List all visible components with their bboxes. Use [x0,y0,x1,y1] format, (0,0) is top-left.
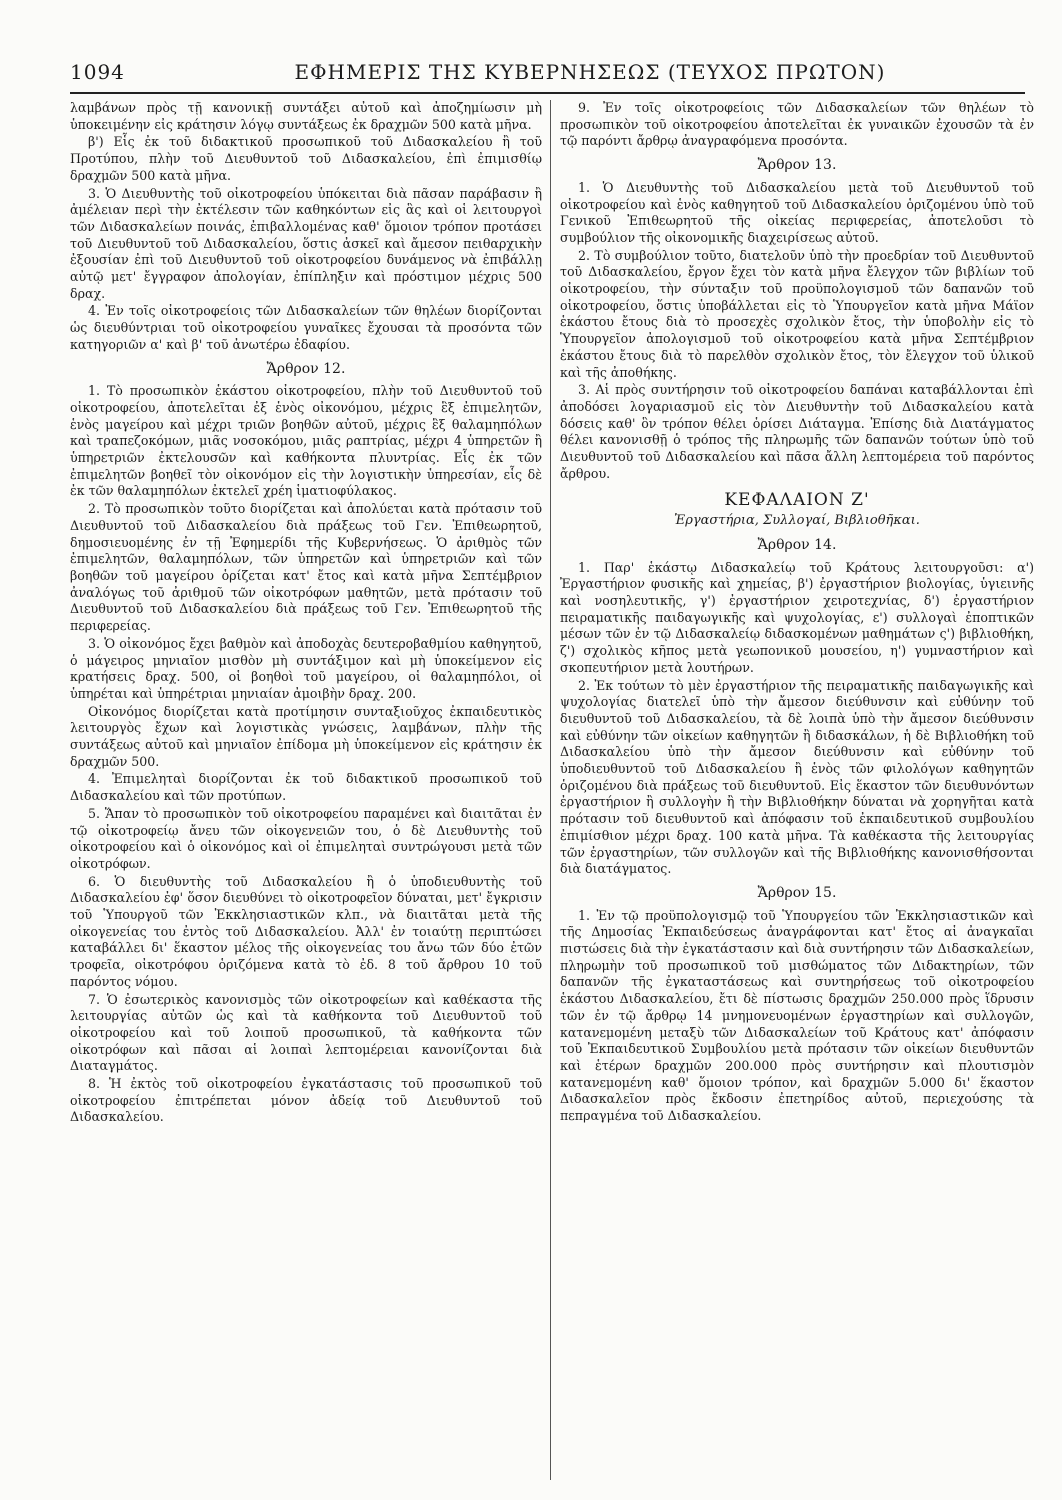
paragraph: β') Εἷς ἐκ τοῦ διδακτικοῦ προσωπικοῦ τοῦ Διδασκαλείου ἢ τοῦ Προτύπου, πλὴν τοῦ Διευθυντοῦ τοῦ Διδασκαλείου, ἐπὶ ἐπιμισθίῳ δραχμῶν 500 κατὰ μῆνα. [70,134,542,183]
paragraph: λαμβάνων πρὸς τῇ κανονικῇ συντάξει αὐτοῦ καὶ ἀποζημίωσιν μὴ ὑποκειμένην εἰς κράτησιν λόγῳ συντάξεως ἐκ δραχμῶν 500 κατὰ μῆνα. [70,100,542,132]
article-15-heading: Ἄρθρον 15. [757,884,837,901]
article-13-heading: Ἄρθρον 13. [757,157,837,174]
paragraph: 6. Ὁ διευθυντὴς τοῦ Διδασκαλείου ἢ ὁ ὑποδιευθυντὴς τοῦ Διδασκαλείου ἐφ' ὅσον διευθύνει τὸ οἰκοτροφεῖον δύναται, μετ' ἔγκρισιν τοῦ Ὑπουργοῦ τῶν Ἐκκλησιαστικῶν κλπ., νὰ διαιτᾶται μετὰ τῆς οἰκογενείας του ἐντὸς τοῦ Διδασκαλείου. Ἀλλ' ἐν τοιαύτῃ περιπτώσει καταβάλλει δι' ἕκαστον μέλος τῆς οἰκογενείας του ἄνω τῶν δύο ἐτῶν τροφεῖα, οἰκοτρόφου ὁριζόμενα κατὰ τὸ ἐδ. 8 τοῦ ἄρθρου 10 τοῦ παρόντος νόμου. [70,873,542,989]
paragraph: 2. Τὸ προσωπικὸν τοῦτο διορίζεται καὶ ἀπολύεται κατὰ πρότασιν τοῦ Διευθυντοῦ τοῦ Διδασκαλείου διὰ πράξεως τοῦ Γεν. Ἐπιθεωρητοῦ, δημοσιευομένης ἐν τῇ Ἐφημερίδι τῆς Κυβερνήσεως. Ὁ ἀριθμὸς τῶν ἐπιμελητῶν, θαλαμηπόλων, τῶν ὑπηρετῶν καὶ ὑπηρετριῶν καὶ τῶν βοηθῶν τοῦ μαγείρου ὁρίζεται κατ' ἔτος καὶ κατὰ μῆνα Σεπτέμβριον ἀναλόγως τοῦ ἀριθμοῦ τῶν οἰκοτρόφων μαθητῶν, μετὰ πρότασιν τοῦ Διευθυντοῦ τοῦ Διδασκαλείου διὰ πράξεως τοῦ Γεν. Ἐπιθεωρητοῦ τῆς περιφερείας. [70,501,542,634]
paragraph: 9. Ἐν τοῖς οἰκοτροφείοις τῶν Διδασκαλείων τῶν θηλέων τὸ προσωπικὸν τοῦ οἰκοτροφείου ἀποτελεῖται ἐκ γυναικῶν ἐχουσῶν τὰ ἐν τῷ παρόντι ἄρθρῳ ἀναγραφόμενα προσόντα. [560,100,1034,149]
left-column [70,100,542,1490]
paragraph: 5. Ἅπαν τὸ προσωπικὸν τοῦ οἰκοτροφείου παραμένει καὶ διαιτᾶται ἐν τῷ οἰκοτροφείῳ ἄνευ τῶν οἰκογενειῶν του, ὁ δὲ Διευθυντὴς τοῦ οἰκοτροφείου καὶ ὁ οἰκονόμος καὶ οἱ ἐπιμεληταὶ συντρώγουσι μετὰ τῶν οἰκοτρόφων. [70,805,542,871]
paragraph: 1. Παρ' ἑκάστῳ Διδασκαλείῳ τοῦ Κράτους λειτουργοῦσι: α') Ἐργαστήριον φυσικῆς καὶ χημείας, β') ἐργαστήριον βιολογίας, ὑγιεινῆς καὶ νοσηλευτικῆς, γ') ἐργαστήριον χειροτεχνίας, δ') ἐργαστήριον πειραματικῆς παιδαγωγικῆς καὶ ψυχολογίας, ε') συλλογαὶ ἐποπτικῶν μέσων τῶν ἐν τῷ Διδασκαλείῳ διδασκομένων μαθημάτων ς') βιβλιοθήκη, ζ') σχολικὸς κῆπος μετὰ γεωπονικοῦ μουσείου, η') γυμναστήριον καὶ σκοπευτήριον μετὰ λουτήρων. [560,559,1034,675]
paragraph: Οἰκονόμος διορίζεται κατὰ προτίμησιν συνταξιοῦχος ἐκπαιδευτικὸς λειτουργὸς ἔχων καὶ λογιστικὰς γνώσεις, λαμβάνων, πλὴν τῆς συντάξεως αὐτοῦ καὶ μηνιαῖον ἐπίδομα μὴ ὑποκείμενον εἰς κράτησιν ἐκ δραχμῶν 500. [70,703,542,769]
paragraph: 7. Ὁ ἐσωτερικὸς κανονισμὸς τῶν οἰκοτροφείων καὶ καθέκαστα τῆς λειτουργίας αὐτῶν ὡς καὶ τὰ καθήκοντα τοῦ Διευθυντοῦ τοῦ οἰκοτροφείου καὶ τοῦ λοιποῦ προσωπικοῦ, τὰ καθήκοντα τῶν οἰκοτρόφων καὶ πᾶσαι αἱ λοιπαὶ λεπτομέρειαι κανονίζονται διὰ Διαταγμάτος. [70,991,542,1074]
column-divider [550,100,551,1480]
running-title: ΕΦΗΜΕΡΙΣ ΤΗΣ ΚΥΒΕΡΝΗΣΕΩΣ (ΤΕΥΧΟΣ ΠΡΩΤΟΝ) [294,60,886,84]
paragraph: 1. Ἐν τῷ προϋπολογισμῷ τοῦ Ὑπουργείου τῶν Ἐκκλησιαστικῶν καὶ τῆς Δημοσίας Ἐκπαιδεύσεως ἀναγράφονται κατ' ἔτος αἱ ἀναγκαῖαι πιστώσεις διὰ τὴν ἐγκατάστασιν καὶ διὰ συντήρησιν τῶν Διδασκαλείων, πληρωμὴν τοῦ προσωπικοῦ τοῦ μισθώματος τῶν Διδακτηρίων, τῶν δαπανῶν τῆς ἐγκαταστάσεως καὶ συντηρήσεως τοῦ οἰκοτροφείου ἑκάστου Διδασκαλείου, ἔτι δὲ πίστωσις δραχμῶν 250.000 πρὸς ἵδρυσιν τῶν ἐν τῷ ἄρθρῳ 14 μνημονευομένων ἐργαστηρίων καὶ συλλογῶν, κατανεμομένη μεταξὺ τῶν Διδασκαλείων τοῦ Κράτους κατ' ἀπόφασιν τοῦ Ἐκπαιδευτικοῦ Συμβουλίου μετὰ πρότασιν τῶν οἰκείων διευθυντῶν καὶ ἑτέρων δραχμῶν 200.000 πρὸς συντήρησιν καὶ πλουτισμὸν κατανεμομένη καθ' ὅμοιον τρόπον, καὶ δραχμῶν 5.000 δι' ἕκαστον Διδασκαλεῖον πρὸς ἔκδοσιν ἐπετηρίδος αὐτοῦ, περιεχούσης τὰ πεπραγμένα τοῦ Διδασκαλείου. [560,907,1034,1124]
paragraph: 4. Ἐν τοῖς οἰκοτροφείοις τῶν Διδασκαλείων τῶν θηλέων διορίζονται ὡς διευθύντριαι τοῦ οἰκοτροφείου γυναῖκες ἔχουσαι τὰ προσόντα τῶν κατηγοριῶν α' καὶ β' τοῦ ἀνωτέρω ἐδαφίου. [70,303,542,352]
paragraph: 3. Ὁ Διευθυντὴς τοῦ οἰκοτροφείου ὑπόκειται διὰ πᾶσαν παράβασιν ἢ ἀμέλειαν περὶ τὴν ἐκτέλεσιν τῶν καθηκόντων εἰς ἃς καὶ οἱ λειτουργοὶ τῶν Διδασκαλείων ποινάς, ἐπιβαλλομένας καθ' ὅμοιον τρόπον προτάσει τοῦ Διευθυντοῦ τοῦ Διδασκαλείου, ὅστις ἀσκεῖ καὶ ἄμεσον πειθαρχικὴν ἐξουσίαν ἐπὶ τοῦ Διευθυντοῦ τοῦ οἰκοτροφείου δυνάμενος νὰ ἐπιβάλλῃ αὐτῷ μετ' ἔγγραφον ἀπολογίαν, ἐπίπληξιν καὶ πρόστιμον μέχρις 500 δραχ. [70,185,542,301]
right-column [560,100,1034,1490]
article-14-heading: Ἄρθρον 14. [757,536,837,553]
page-header [70,58,1025,94]
chapter-heading: ΚΕΦΑΛΑΙΟΝ Ζ' [724,490,870,511]
paragraph: 3. Αἱ πρὸς συντήρησιν τοῦ οἰκοτροφείου δαπάναι καταβάλλονται ἐπὶ ἀποδόσει λογαριασμοῦ εἰς τὸν Διευθυντὴν τοῦ Διδασκαλείου κατὰ δόσεις καθ' ὃν τρόπον θέλει ὁρίσει Διάταγμα. Ἐπίσης διὰ Διατάγματος θέλει κανονισθῇ ὁ τρόπος τῆς πληρωμῆς τῶν δαπανῶν τούτων ὑπὸ τοῦ Διευθυντοῦ τοῦ Διδασκαλείου καὶ πᾶσα ἄλλη λεπτομέρεια τοῦ παρόντος ἄρθρου. [560,382,1034,481]
paragraph: 2. Τὸ συμβούλιον τοῦτο, διατελοῦν ὑπὸ τὴν προεδρίαν τοῦ Διευθυντοῦ τοῦ Διδασκαλείου, ἔργον ἔχει τὸν κατὰ μῆνα ἔλεγχον τῶν βιβλίων τοῦ οἰκοτροφείου, τὴν σύνταξιν τοῦ προϋπολογισμοῦ τῶν δαπανῶν τοῦ οἰκοτροφείου, ὅστις ὑποβάλλεται εἰς τὸ Ὑπουργεῖον κατὰ μῆνα Μάϊον ἑκάστου ἔτους διὰ τὸ προσεχὲς σχολικὸν ἔτος, τὴν ὑποβολὴν εἰς τὸ Ὑπουργεῖον ἀπολογισμοῦ τοῦ οἰκοτροφείου κατὰ μῆνα Σεπτέμβριον ἑκάστου ἔτους διὰ τὸ παρελθὸν σχολικὸν ἔτος, τὸν ἔλεγχον τοῦ ὑλικοῦ καὶ τῆς ἀποθήκης. [560,247,1034,380]
paragraph: 8. Ἡ ἐκτὸς τοῦ οἰκοτροφείου ἐγκατάστασις τοῦ προσωπικοῦ τοῦ οἰκοτροφείου ἐπιτρέπεται μόνον ἀδείᾳ τοῦ Διευθυντοῦ τοῦ Διδασκαλείου. [70,1076,542,1125]
paragraph: 4. Ἐπιμεληταὶ διορίζονται ἐκ τοῦ διδακτικοῦ προσωπικοῦ τοῦ Διδασκαλείου καὶ τῶν προτύπων. [70,771,542,804]
paragraph: 3. Ὁ οἰκονόμος ἔχει βαθμὸν καὶ ἀποδοχὰς δευτεροβαθμίου καθηγητοῦ, ὁ μάγειρος μηνιαῖον μισθὸν μὴ συντάξιμον καὶ μὴ ὑποκείμενον εἰς κρατήσεις δραχ. 500, οἱ βοηθοὶ τοῦ μαγείρου, οἱ θαλαμηπόλοι, οἱ ὑπηρέται καὶ ὑπηρέτριαι μηνιαίαν ἀμοιβὴν δραχ. 200. [70,635,542,701]
paragraph: 1. Ὁ Διευθυντὴς τοῦ Διδασκαλείου μετὰ τοῦ Διευθυντοῦ τοῦ οἰκοτροφείου καὶ ἑνὸς καθηγητοῦ τοῦ Διδασκαλείου ὁριζομένου ὑπὸ τοῦ Γενικοῦ Ἐπιθεωρητοῦ τῆς οἰκείας περιφερείας, ἀποτελοῦσι τὸ συμβούλιον τῆς οἰκονομικῆς διαχειρίσεως αὐτοῦ. [560,179,1034,245]
paragraph: 1. Τὸ προσωπικὸν ἑκάστου οἰκοτροφείου, πλὴν τοῦ Διευθυντοῦ τοῦ οἰκοτροφείου, ἀποτελεῖται ἐξ ἑνὸς οἰκονόμου, μέχρις ἓξ ἐπιμελητῶν, ἑνὸς μαγείρου καὶ μέχρι τριῶν βοηθῶν αὐτοῦ, μέχρις ἓξ θαλαμηπόλων καὶ τραπεζοκόμων, μιᾶς νοσοκόμου, μιᾶς ραπτρίας, μέχρι 4 ὑπηρετῶν ἢ ὑπηρετριῶν ἐκτελουσῶν καὶ καθήκοντα πλυντρίας. Εἷς ἐκ τῶν ἐπιμελητῶν βοηθεῖ τὸν οἰκονόμον εἰς τὴν λογιστικὴν ὑπηρεσίαν, εἷς δὲ ἐκ τῶν θαλαμηπόλων ἐκτελεῖ χρέη ἱματιοφύλακος. [70,383,542,499]
article-12-heading: Ἄρθρον 12. [266,360,346,377]
paragraph: 2. Ἐκ τούτων τὸ μὲν ἐργαστήριον τῆς πειραματικῆς παιδαγωγικῆς καὶ ψυχολογίας διατελεῖ ὑπὸ τὴν ἄμεσον διεύθυνσιν καὶ εὐθύνην τοῦ διευθυντοῦ τοῦ Διδασκαλείου, τὰ δὲ λοιπὰ ὑπὸ τὴν ἄμεσον διεύθυνσιν καὶ εὐθύνην τῶν οἰκείων καθηγητῶν ἢ διδασκάλων, ἡ δὲ Βιβλιοθήκη τοῦ Διδασκαλείου ὑπὸ τὴν ἄμεσον διεύθυνσιν καὶ εὐθύνην τοῦ ὑποδιευθυντοῦ τοῦ Διδασκαλείου ἢ ἑνὸς τῶν φιλολόγων καθηγητῶν ὁριζομένου διὰ πράξεως τοῦ διευθυντοῦ. Εἰς ἕκαστον τῶν διευθυνόντων ἐργαστήριον ἢ συλλογὴν ἢ τὴν Βιβλιοθήκην δύναται νὰ χορηγῆται κατὰ πρότασιν τοῦ διευθυντοῦ καὶ ἀπόφασιν τοῦ ἐκπαιδευτικοῦ συμβουλίου ἐπιμίσθιον μέχρι δραχ. 100 κατὰ μῆνα. Τὰ καθέκαστα τῆς λειτουργίας τῶν ἐργαστηρίων, τῶν συλλογῶν καὶ τῆς Βιβλιοθήκης κανονισθήσονται διὰ διατάγματος. [560,677,1034,877]
chapter-subtitle: Ἐργαστήρια, Συλλογαί, Βιβλιοθῆκαι. [674,513,920,529]
page-number: 1094 [70,60,125,84]
